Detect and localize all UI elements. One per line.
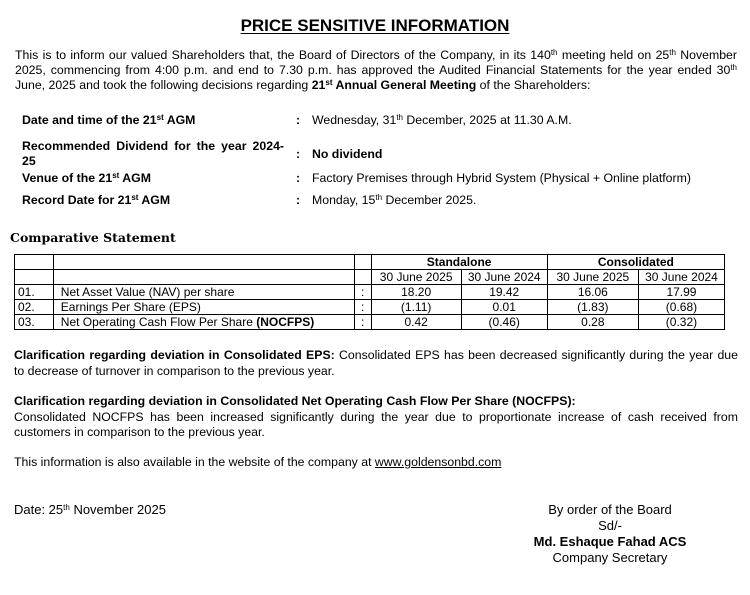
- row-label: Net Operating Cash Flow Per Share (NOCFPS): [53, 315, 354, 330]
- standalone-header: Standalone: [371, 255, 547, 270]
- standalone-2025-header: 30 June 2025: [371, 270, 461, 285]
- notice-date: Date: 25th November 2025: [14, 502, 166, 517]
- comparative-statement-title: Comparative Statement: [10, 230, 176, 245]
- agm-colon: :: [295, 146, 301, 161]
- consolidated-2024-value: 17.99: [638, 285, 724, 300]
- consolidated-header: Consolidated: [547, 255, 724, 270]
- agm-details: [22, 113, 738, 213]
- agm-dividend-label: Recommended Dividend for the year 2024-25: [22, 139, 284, 168]
- standalone-2025-value: (1.11): [371, 300, 461, 315]
- agm-colon: :: [295, 193, 301, 207]
- signature-block: [520, 502, 700, 566]
- consolidated-2025-header: 30 June 2025: [547, 270, 638, 285]
- table-empty-cell: [354, 255, 371, 270]
- row-separator: :: [354, 285, 371, 300]
- row-separator: :: [354, 300, 371, 315]
- agm-venue-value: Factory Premises through Hybrid System (Physical + Online platform): [312, 171, 691, 185]
- clarification-eps-text: Consolidated EPS has been decreased significantly during the year due to decrease of turnover in comparison to the previous year.: [14, 348, 738, 378]
- table-row: [15, 300, 725, 315]
- clarification-nocfps-text: Consolidated NOCFPS has been increased significantly during the year due to proportionate increase of cash received from customers in comparison to the previous year.: [14, 409, 738, 439]
- row-number: 01.: [15, 285, 54, 300]
- table-row: [15, 315, 725, 330]
- table-year-header-row: [15, 270, 725, 285]
- table-row: [15, 285, 725, 300]
- table-empty-cell: [15, 255, 54, 270]
- table-empty-cell: [15, 270, 54, 285]
- agm-record-value: Monday, 15th December 2025.: [312, 193, 477, 207]
- agm-date-value: Wednesday, 31th December, 2025 at 11.30 A.M.: [312, 113, 572, 127]
- standalone-2025-value: 0.42: [371, 315, 461, 330]
- signatory-role: Company Secretary: [552, 550, 668, 565]
- agm-record-row: [22, 193, 738, 213]
- agm-date-row: [22, 113, 738, 137]
- clarification-nocfps: [14, 394, 738, 441]
- consolidated-2024-value: (0.32): [638, 315, 724, 330]
- consolidated-2024-header: 30 June 2024: [638, 270, 724, 285]
- clarification-eps: [14, 348, 738, 379]
- row-label: Net Asset Value (NAV) per share: [53, 285, 354, 300]
- signature-order-line: By order of the Board: [548, 502, 672, 517]
- signatory-name: Md. Eshaque Fahad ACS: [533, 534, 687, 549]
- standalone-2024-header: 30 June 2024: [461, 270, 547, 285]
- standalone-2025-value: 18.20: [371, 285, 461, 300]
- agm-venue-label: Venue of the 21st AGM: [22, 171, 151, 185]
- website-note: This information is also available in the website of the company at www.goldensonbd.com: [14, 455, 502, 469]
- row-separator: :: [354, 315, 371, 330]
- row-label: Earnings Per Share (EPS): [53, 300, 354, 315]
- standalone-2024-value: 0.01: [461, 300, 547, 315]
- consolidated-2025-value: (1.83): [547, 300, 638, 315]
- consolidated-2024-value: (0.68): [638, 300, 724, 315]
- agm-dividend-row: [22, 137, 738, 171]
- row-number: 03.: [15, 315, 54, 330]
- table-group-header-row: [15, 255, 725, 270]
- consolidated-2025-value: 16.06: [547, 285, 638, 300]
- clarification-eps-heading: Clarification regarding deviation in Consolidated EPS:: [14, 348, 335, 362]
- row-number: 02.: [15, 300, 54, 315]
- consolidated-2025-value: 0.28: [547, 315, 638, 330]
- standalone-2024-value: 19.42: [461, 285, 547, 300]
- table-empty-cell: [53, 255, 354, 270]
- intro-paragraph: This is to inform our valued Shareholders that, the Board of Directors of the Company, in its 140th meeting held on 25th November 2025, commencing from 4:00 p.m. and end to 7.30 p.m. has approved the Audited Financial Statements for the year ended 30th June, 2025 and took the following decisions regarding 21st Annual General Meeting of the Shareholders:: [15, 48, 737, 92]
- agm-colon: :: [295, 171, 301, 185]
- agm-date-label: Date and time of the 21st AGM: [22, 113, 196, 127]
- standalone-2024-value: (0.46): [461, 315, 547, 330]
- agm-venue-row: [22, 171, 738, 193]
- agm-record-label: Record Date for 21st AGM: [22, 193, 171, 207]
- agm-colon: :: [295, 113, 301, 127]
- signature-sd: Sd/-: [598, 518, 622, 533]
- clarification-nocfps-heading: Clarification regarding deviation in Consolidated Net Operating Cash Flow Per Share (NOCFPS):: [14, 394, 576, 408]
- website-link[interactable]: www.goldensonbd.com: [374, 455, 502, 469]
- comparative-table: [14, 254, 725, 330]
- agm-dividend-value: No dividend: [312, 146, 383, 161]
- page-title: PRICE SENSITIVE INFORMATION: [240, 16, 510, 35]
- table-empty-cell: [53, 270, 354, 285]
- table-empty-cell: [354, 270, 371, 285]
